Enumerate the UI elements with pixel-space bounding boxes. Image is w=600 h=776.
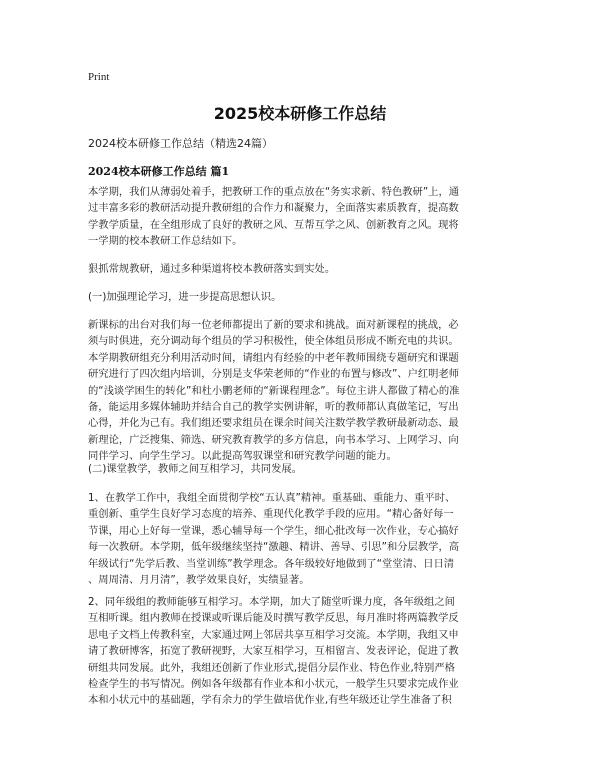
section-heading: 2024校本研修工作总结 篇1 xyxy=(88,165,230,178)
paragraph-line: 互相听课。组内教师在授课或听课后能及时撰写教学反思，每月准时将两篇教学反 xyxy=(88,612,459,625)
paragraph-line: 重创新、重学生良好学习态度的培养、重现代化教学手段的应用。“精心备好每一 xyxy=(88,508,454,521)
paragraph-intro xyxy=(88,184,514,250)
document-subtitle: 2024校本研修工作总结（精选24篇） xyxy=(88,137,273,150)
paragraph-line: 年级试行“先学后教、当堂训练”教学理念。各年级较好地做到了“堂堂清、日日清 xyxy=(88,557,455,570)
paragraph-line: 本学期教研组充分利用活动时间，请组内有经验的中老年教师围绕专题研究和课题 xyxy=(88,351,459,364)
paragraph-line: 2、同年级组的教师能够互相学习。本学期，加大了随堂听课力度，各年级组之间 xyxy=(88,596,455,608)
paragraph-line: 请了教研博客，拓宽了教研视野，大家互相学习，互相留言、发表评论，促进了教 xyxy=(88,645,459,658)
paragraph-line: 一学期的校本教研工作总结如下。 xyxy=(88,235,243,248)
paragraph-routine xyxy=(88,261,514,277)
paragraph-line: 备，能运用多媒体辅助并结合自己的教学实例讲解，听的教师都认真做笔记，写出 xyxy=(88,401,459,414)
paragraph-line: 狠抓常规教研，通过多种渠道将校本教研落实到实处。 xyxy=(88,263,336,275)
paragraph-theory xyxy=(88,317,514,465)
paragraph-line: 节课，用心上好每一堂课，悉心辅导每一个学生，细心批改每一次作业，专心搞好 xyxy=(88,524,459,537)
paragraph-line: 心得，并化为己有。我们组还要求组员在课余时间关注数学教学教研最新动态、最 xyxy=(88,417,459,430)
paragraph-line: 的“浅谈学困生的转化”和杜小鹏老师的“新课程理念”。每位主讲人都做了精心的准 xyxy=(88,384,460,397)
paragraph-line: 研究进行了四次组内培训，分别是支华荣老师的“作业的布置与修改”、户红明老师 xyxy=(88,368,460,381)
document-title: 2025校本研修工作总结 xyxy=(213,104,387,123)
paragraph-line: 学教学质量，在全组形成了良好的教研之风、互帮互学之风、创新教育之风。现将 xyxy=(88,218,459,231)
paragraph-line: 检查学生的书写情况。例如各年级都有作业本和小状元，一般学生只要求完成作业 xyxy=(88,678,459,691)
paragraph-line: 过丰富多彩的教研活动提升教研组的合作力和凝聚力，全面落实素质教育，提高数 xyxy=(88,202,459,215)
paragraph-heading-two xyxy=(88,461,514,477)
paragraph-line: 新理论，广泛搜集、筛选、研究教育教学的多方信息，向书本学习、上网学习、向 xyxy=(88,433,459,446)
paragraph-line: 同伴学习、向学生学习。以此提高驾驭课堂和研究教学问题的能力。 xyxy=(88,450,397,463)
paragraph-line: (一)加强理论学习，进一步提高思想认识。 xyxy=(88,291,282,303)
paragraph-line: 本学期，我们从薄弱处着手，把教研工作的重点放在“务实求新、特色教研”上，通 xyxy=(88,186,460,198)
paragraph-line: 研组共同发展。此外，我组还创新了作业形式,提倡分层作业、特色作业,特别严格 xyxy=(88,661,455,674)
print-label[interactable]: Print xyxy=(88,71,110,83)
paragraph-classroom xyxy=(88,490,514,588)
paragraph-heading-one xyxy=(88,289,514,305)
paragraph-line: 每一次教研。本学期，低年级继续坚持“激趣、精讲、善导、引思”和分层教学，高 xyxy=(88,541,460,554)
paragraph-line: 新课标的出台对我们每一位老师都提出了新的要求和挑战。面对新课程的挑战，必 xyxy=(88,319,459,331)
paragraph-line: 本和小状元中的基础题，学有余力的学生做培优作业,有些年级还让学生准备了积 xyxy=(88,694,452,707)
paragraph-line: 须与时俱进，充分调动每个组员的学习积极性，使全体组员形成不断充电的共识。 xyxy=(88,335,459,348)
paragraph-line: 1、在教学工作中，我组全面贯彻学校“五认真”精神。重基础、重能力、重平时、 xyxy=(88,492,456,504)
paragraph-line: 思电子文档上传教科室，大家通过网上邻居共享互相学习交流。本学期，我组又申 xyxy=(88,628,459,641)
paragraph-line: (二)课堂教学，教师之间互相学习，共同发展。 xyxy=(88,463,302,475)
paragraph-peer-learning xyxy=(88,594,514,709)
paragraph-line: 、周周清、月月清”，教学效果良好，实绩显著。 xyxy=(88,574,310,587)
